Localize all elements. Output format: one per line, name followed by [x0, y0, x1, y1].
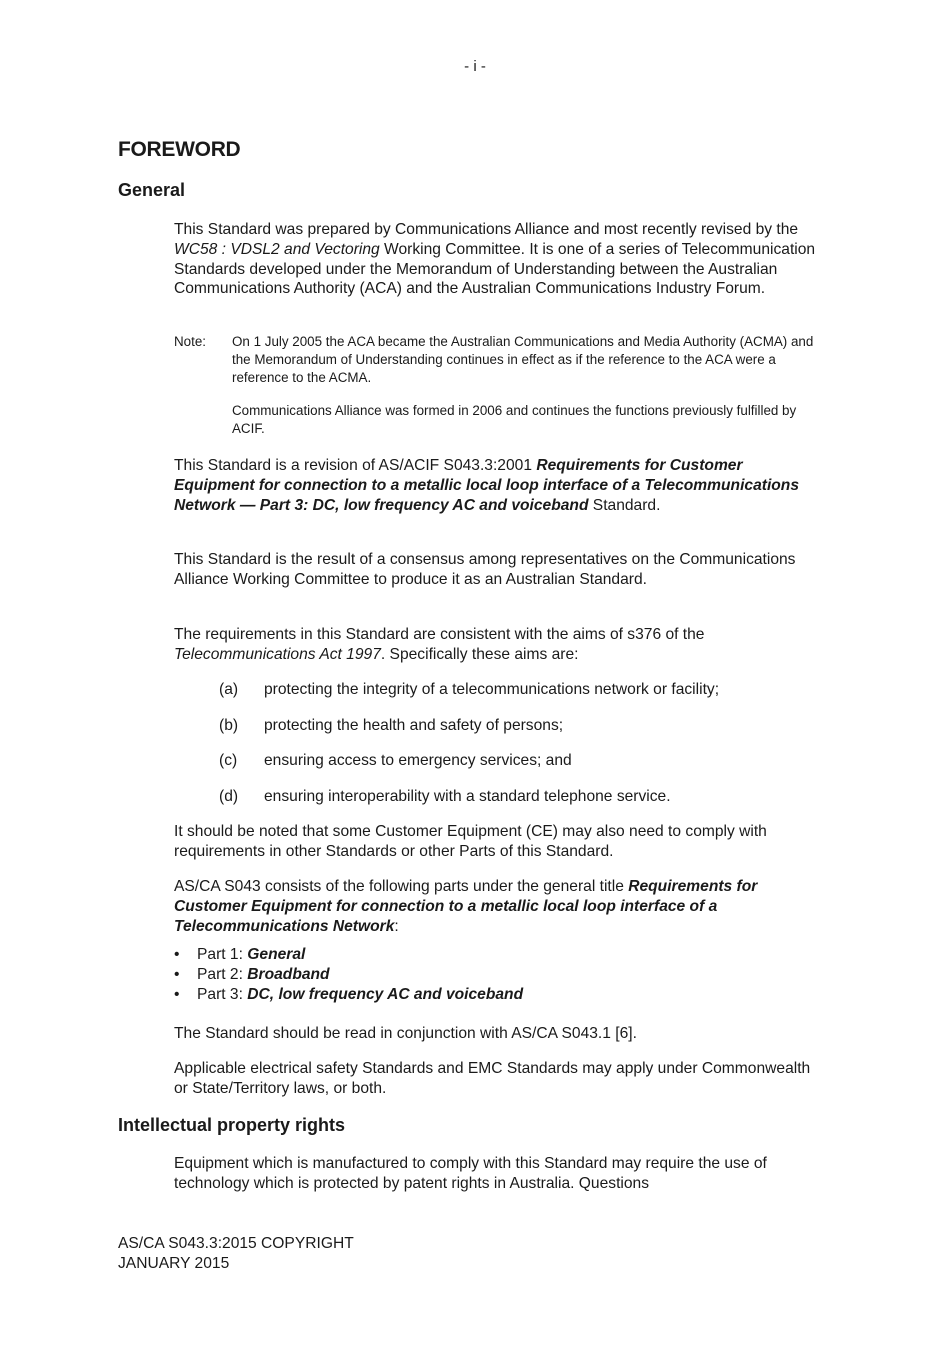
general-paragraph-4: The requirements in this Standard are consistent with the aims of s376 of the Telecommunications Act 1997. Specifically these aims are: — [174, 626, 705, 663]
general-paragraph-8: Applicable electrical safety Standards and EMC Standards may apply under Commonwealth or State/Territory laws, or both. — [174, 1060, 811, 1097]
general-paragraph-7: The Standard should be read in conjunction with AS/CA S043.1 [6]. — [174, 1025, 637, 1042]
general-paragraph-3: This Standard is the result of a consensus among representatives on the Communications Alliance Working Committee to produce it as an Australian Standard. — [174, 551, 796, 588]
note-label: Note: — [174, 334, 207, 349]
note-text-2: Communications Alliance was formed in 2006 and continues the functions previously fulfilled by ACIF. — [232, 403, 797, 436]
act-name: Telecommunications Act 1997 — [174, 645, 381, 663]
parts-list — [174, 945, 523, 1004]
general-paragraph-1: This Standard was prepared by Communications Alliance and most recently revised by the WC58 : VDSL2 and Vectoring Working Committee. It is one of a series of Telecommunication Standards developed under the Memorandum of Understanding between the Australian Communications Authority (ACA) and the Australian Communications Industry Forum. — [174, 221, 816, 298]
series-title: Requirements for Customer Equipment for connection to a metallic local loop interface of a Telecommunications Network — [174, 878, 758, 935]
standard-title: Requirements for Customer Equipment for connection to a metallic local loop interface of a Telecommunications Network — Part 3: DC, low frequency AC and voiceband — [174, 457, 800, 514]
aim-label: (d) — [219, 788, 239, 805]
general-heading: General — [118, 180, 186, 200]
note-text-1: On 1 July 2005 the ACA became the Australian Communications and Media Authority (ACMA) and the Memorandum of Understanding continues in effect as if the reference to the ACA were a reference to the ACMA. — [232, 334, 814, 385]
aim-text: ensuring interoperability with a standard telephone service. — [264, 788, 671, 805]
page-number: - i - — [464, 58, 486, 75]
ip-paragraph-1: Equipment which is manufactured to comply with this Standard may require the use of technology which is protected by patent rights in Australia. Questions — [174, 1155, 767, 1192]
footer-copyright: AS/CA S043.3:2015 COPYRIGHT — [118, 1235, 354, 1252]
committee-name: WC58 : VDSL2 and Vectoring — [174, 240, 380, 258]
general-paragraph-2: This Standard is a revision of AS/ACIF S043.3:2001 Requirements for Customer Equipment for connection to a metallic local loop interface of a Telecommunications Network — Part 3: DC, low frequency AC and voiceband Standard. — [174, 457, 800, 514]
aim-text: protecting the integrity of a telecommunications network or facility; — [264, 681, 720, 698]
aim-label: (b) — [219, 717, 239, 734]
footer-date: JANUARY 2015 — [118, 1255, 230, 1272]
aim-text: protecting the health and safety of persons; — [264, 717, 564, 734]
aim-text: ensuring access to emergency services; and — [264, 752, 572, 769]
general-paragraph-6: AS/CA S043 consists of the following parts under the general title Requirements for Customer Equipment for connection to a metallic local loop interface of a Telecommunications Network: — [174, 878, 758, 935]
ip-heading: Intellectual property rights — [118, 1115, 346, 1135]
foreword-title: FOREWORD — [118, 138, 241, 161]
list-item: • Part 2: Broadband — [174, 965, 330, 983]
list-item: • Part 1: General — [174, 946, 306, 963]
aim-label: (a) — [219, 681, 239, 698]
aim-label: (c) — [219, 752, 238, 769]
general-paragraph-5: It should be noted that some Customer Equipment (CE) may also need to comply with requirements in other Standards or other Parts of this Standard. — [174, 823, 767, 860]
list-item: • Part 3: DC, low frequency AC and voiceband — [174, 985, 524, 1003]
